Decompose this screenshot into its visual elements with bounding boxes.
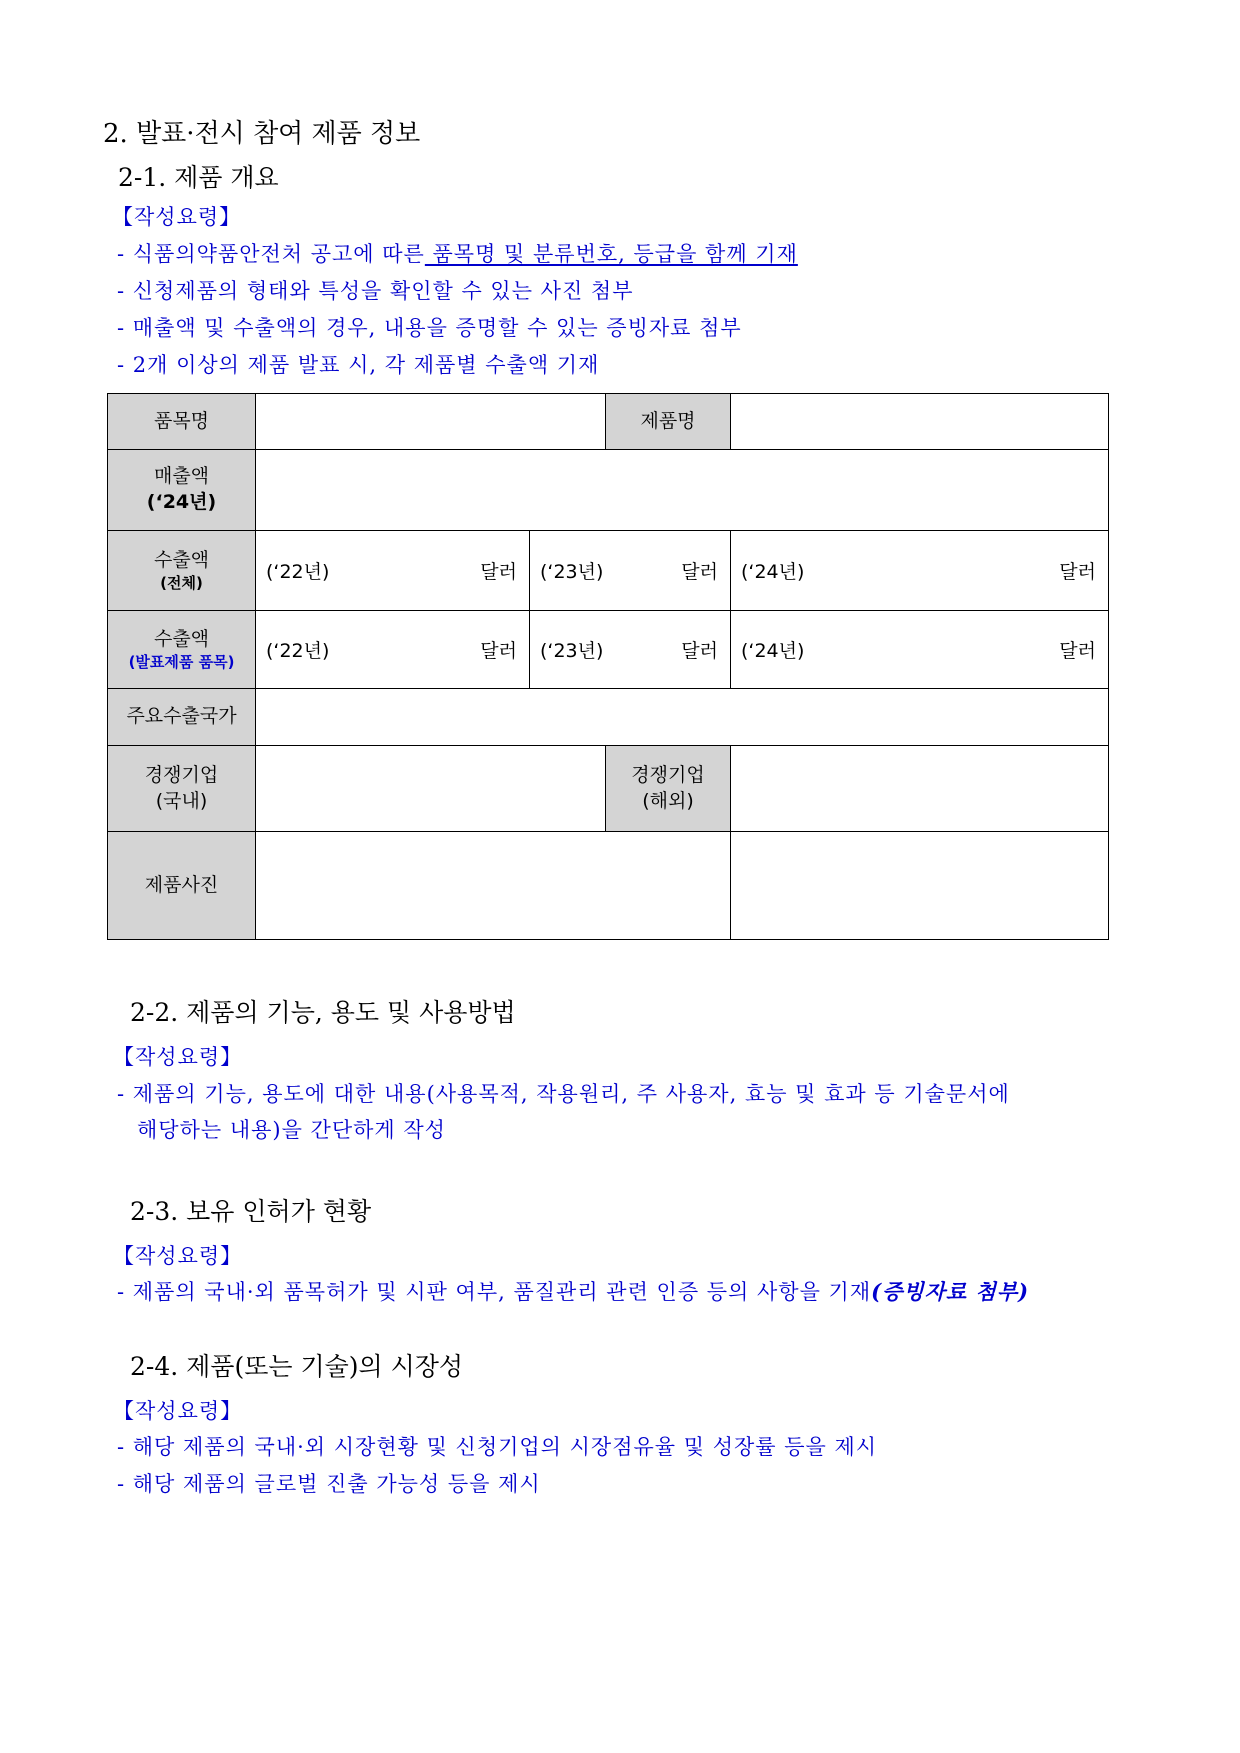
unit-label: 달러: [480, 640, 517, 662]
guide-line: - 제품의 기능, 용도에 대한 내용(사용목적, 작용원리, 주 사용자, 효능 및 효과 등 기술문서에: [117, 1082, 1010, 1106]
unit-label: 달러: [681, 561, 718, 583]
subsection-title-2-3: 2-3. 보유 인허가 현황: [130, 1197, 372, 1226]
guide-line: - 2개 이상의 제품 발표 시, 각 제품별 수출액 기재: [117, 353, 600, 377]
sales-label: [108, 450, 256, 531]
sales-year: (‘24년): [146, 491, 217, 513]
year-label: (‘22년): [266, 561, 330, 583]
competitor-domestic-label: [108, 746, 256, 832]
year-label: (‘22년): [266, 640, 330, 662]
guide-line: - 해당 제품의 국내·외 시장현황 및 신청기업의 시장점유율 및 성장률 등을 제시: [117, 1435, 878, 1459]
guide-label: 【작성요령】: [113, 1045, 243, 1069]
main-countries-field[interactable]: [256, 689, 1109, 746]
guide-line: [117, 1276, 1029, 1306]
guide-text: - 제품의 국내·외 품목허가 및 시판 여부, 품질관리 관련 인증 등의 사항을 기재: [117, 1280, 872, 1304]
export-total-sub: (전체): [160, 574, 203, 593]
export-product-sub: (발표제품 품목): [128, 653, 235, 672]
export-label-text: 수출액: [153, 627, 210, 650]
subsection-title-2-1: 2-1. 제품 개요: [118, 163, 279, 192]
photo-label: 제품사진: [108, 832, 256, 940]
year-label: (‘24년): [741, 561, 805, 583]
guide-line: - 해당 제품의 글로벌 진출 가능성 등을 제시: [117, 1472, 541, 1496]
guide-italic-text: (증빙자료 첨부): [871, 1279, 1030, 1304]
guide-line: 해당하는 내용)을 간단하게 작성: [137, 1118, 446, 1142]
product-name-field[interactable]: [731, 394, 1109, 450]
guide-text: - 식품의약품안전처 공고에 따른: [117, 242, 425, 266]
export-product-2022-field[interactable]: [256, 611, 530, 689]
guide-label: 【작성요령】: [112, 205, 242, 229]
export-total-2023-field[interactable]: [530, 531, 731, 611]
unit-label: 달러: [681, 640, 718, 662]
unit-label: 달러: [480, 561, 517, 583]
export-product-2023-field[interactable]: [530, 611, 731, 689]
export-total-2022-field[interactable]: [256, 531, 530, 611]
unit-label: 달러: [1059, 640, 1096, 662]
item-name-field[interactable]: [256, 394, 606, 450]
competitor-text: 경쟁기업: [631, 763, 705, 786]
photo-field-2[interactable]: [731, 832, 1109, 940]
sales-label-text: 매출액: [153, 465, 210, 488]
product-name-label: 제품명: [606, 394, 731, 450]
guide-line: - 매출액 및 수출액의 경우, 내용을 증명할 수 있는 증빙자료 첨부: [117, 316, 742, 340]
guide-label: 【작성요령】: [113, 1399, 243, 1423]
unit-label: 달러: [1059, 561, 1096, 583]
guide-line: [117, 238, 798, 268]
competitor-overseas-label: [606, 746, 731, 832]
domestic-text: (국내): [155, 789, 208, 812]
competitor-domestic-field[interactable]: [256, 746, 606, 832]
competitor-text: 경쟁기업: [144, 763, 219, 786]
export-total-2024-field[interactable]: [731, 531, 1109, 611]
subsection-title-2-4: 2-4. 제품(또는 기술)의 시장성: [130, 1352, 464, 1381]
year-label: (‘23년): [540, 640, 604, 662]
export-total-label: [108, 531, 256, 611]
section-title: 2. 발표·전시 참여 제품 정보: [103, 119, 421, 149]
guide-underlined-text: 품목명 및 분류번호, 등급을 함께 기재: [424, 242, 798, 266]
competitor-overseas-field[interactable]: [731, 746, 1109, 832]
overseas-text: (해외): [642, 789, 694, 812]
main-countries-label: 주요수출국가: [108, 689, 256, 746]
guide-label: 【작성요령】: [113, 1244, 243, 1268]
photo-field-1[interactable]: [256, 832, 731, 940]
export-product-2024-field[interactable]: [731, 611, 1109, 689]
guide-line: - 신청제품의 형태와 특성을 확인할 수 있는 사진 첨부: [117, 279, 634, 303]
product-overview-table: [107, 393, 1109, 940]
sales-field[interactable]: [256, 450, 1109, 531]
year-label: (‘24년): [741, 640, 805, 662]
export-product-label: [108, 611, 256, 689]
year-label: (‘23년): [540, 561, 604, 583]
export-label-text: 수출액: [153, 548, 210, 571]
subsection-title-2-2: 2-2. 제품의 기능, 용도 및 사용방법: [130, 998, 516, 1027]
item-name-label: 품목명: [108, 394, 256, 450]
